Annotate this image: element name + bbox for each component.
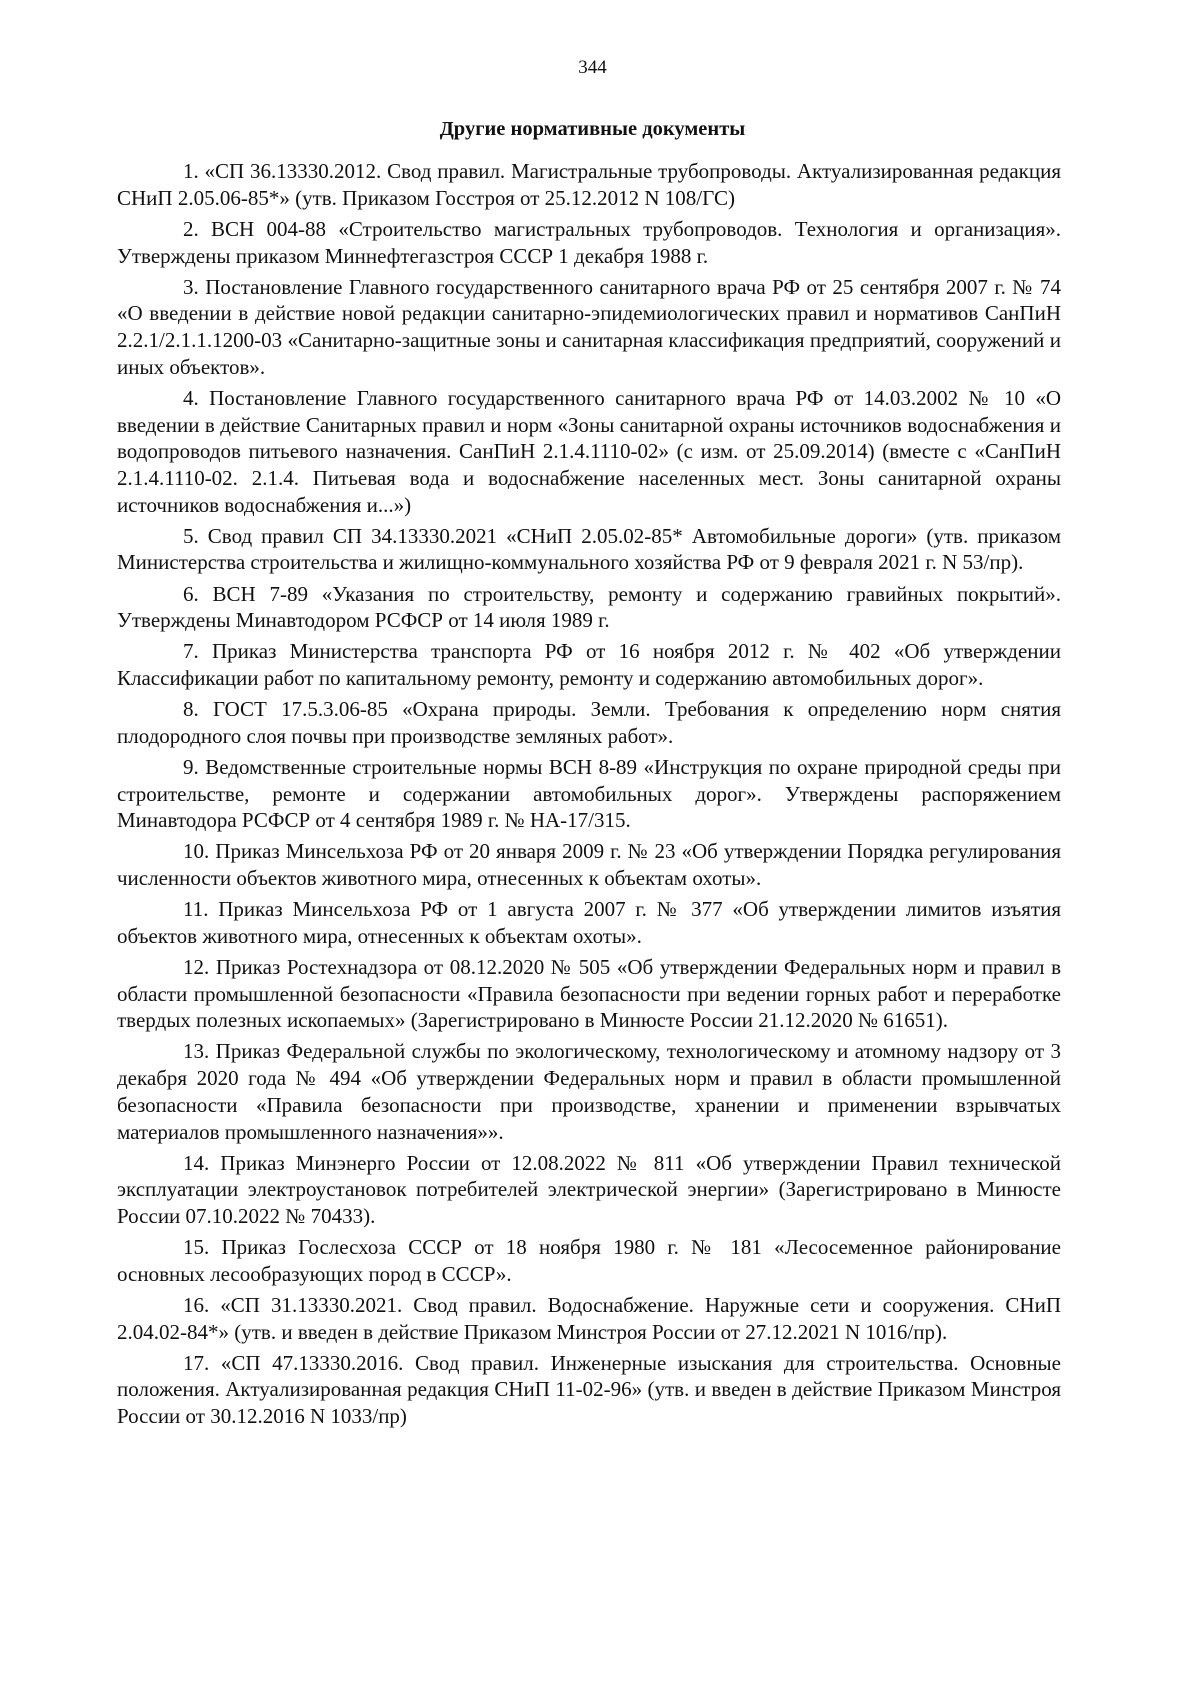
list-item: 10. Приказ Минсельхоза РФ от 20 января 2009 г. № 23 «Об утверждении Порядка регулирования численности объектов животного мира, отнесенных к объектам охоты». [117, 839, 1061, 891]
list-item: 2. ВСН 004-88 «Строительство магистральных трубопроводов. Технология и организация». Утверждены приказом Миннефтегазстроя СССР 1 декабря 1988 г. [117, 216, 1061, 268]
list-item: 17. «СП 47.13330.2016. Свод правил. Инженерные изыскания для строительства. Основные положения. Актуализированная редакция СНиП 11-02-96» (утв. и введен в действие Приказом Минстроя России от 30.12.2016 N 1033/пр) [117, 1350, 1061, 1429]
list-item: 1. «СП 36.13330.2012. Свод правил. Магистральные трубопроводы. Актуализированная редакция СНиП 2.05.06-85*» (утв. Приказом Госстроя от 25.12.2012 N 108/ГС) [117, 159, 1061, 210]
list-item: 7. Приказ Министерства транспорта РФ от 16 ноября 2012 г. № 402 «Об утверждении Классификации работ по капитальному ремонту, ремонту и содержанию автомобильных дорог». [117, 639, 1061, 690]
list-item: 11. Приказ Минсельхоза РФ от 1 августа 2007 г. № 377 «Об утверждении лимитов изъятия объектов животного мира, отнесенных к объектам охоты». [117, 897, 1061, 948]
section-heading: Другие нормативные документы [439, 118, 746, 140]
list-item: 5. Свод правил СП 34.13330.2021 «СНиП 2.05.02-85* Автомобильные дороги» (утв. приказом Министерства строительства и жилищно-коммунального хозяйства РФ от 9 февраля 2021 г. N 53/пр). [117, 523, 1061, 575]
list-item: 4. Постановление Главного государственного санитарного врача РФ от 14.03.2002 № 10 «О введении в действие Санитарных правил и норм «Зоны санитарной охраны источников водоснабжения и водопроводов питьевого назначения. СанПиН 2.1.4.1110-02» (с изм. от 25.09.2014) (вместе с «СанПиН 2.1.4.1110-02. 2.1.4. Питьевая вода и водоснабжение населенных мест. Зоны санитарной охраны источников водоснабжения и...») [117, 385, 1061, 517]
documents-list [117, 158, 1061, 1434]
list-item: 16. «СП 31.13330.2021. Свод правил. Водоснабжение. Наружные сети и сооружения. СНиП 2.04.02-84*» (утв. и введен в действие Приказом Минстроя России от 27.12.2021 N 1016/пр). [117, 1292, 1061, 1344]
list-item: 9. Ведомственные строительные нормы ВСН 8-89 «Инструкция по охране природной среды при строительстве, ремонте и содержании автомобильных дорог». Утверждены распоряжением Минавтодора РСФСР от 4 сентября 1989 г. № НА-17/315. [117, 754, 1061, 833]
list-item: 15. Приказ Гослесхоза СССР от 18 ноября 1980 г. № 181 «Лесосеменное районирование основных лесообразующих пород в СССР». [117, 1235, 1061, 1286]
list-item: 13. Приказ Федеральной службы по экологическому, технологическому и атомному надзору от 3 декабря 2020 года № 494 «Об утверждении Федеральных норм и правил в области промышленной безопасности «Правила безопасности при производстве, хранении и применении взрывчатых материалов промышленного назначения»». [117, 1039, 1061, 1144]
list-item: 12. Приказ Ростехнадзора от 08.12.2020 № 505 «Об утверждении Федеральных норм и правил в области промышленной безопасности «Правила безопасности при ведении горных работ и переработке твердых полезных ископаемых» (Зарегистрировано в Минюсте России 21.12.2020 № 61651). [117, 954, 1061, 1033]
list-item: 8. ГОСТ 17.5.3.06-85 «Охрана природы. Земли. Требования к определению норм снятия плодородного слоя почвы при производстве земляных работ». [117, 697, 1061, 748]
list-item: 6. ВСН 7-89 «Указания по строительству, ремонту и содержанию гравийных покрытий». Утверждены Минавтодором РСФСР от 14 июля 1989 г. [117, 581, 1061, 633]
list-item: 3. Постановление Главного государственного санитарного врача РФ от 25 сентября 2007 г. № 74 «О введении в действие новой редакции санитарно-эпидемиологических правил и нормативов СанПиН 2.2.1/2.1.1.1200-03 «Санитарно-защитные зоны и санитарная классификация предприятий, сооружений и иных объектов». [117, 274, 1061, 379]
page-number: 344 [578, 57, 607, 78]
list-item: 14. Приказ Минэнерго России от 12.08.2022 № 811 «Об утверждении Правил технической эксплуатации электроустановок потребителей электрической энергии» (Зарегистрировано в Минюсте России 07.10.2022 № 70433). [117, 1150, 1061, 1229]
